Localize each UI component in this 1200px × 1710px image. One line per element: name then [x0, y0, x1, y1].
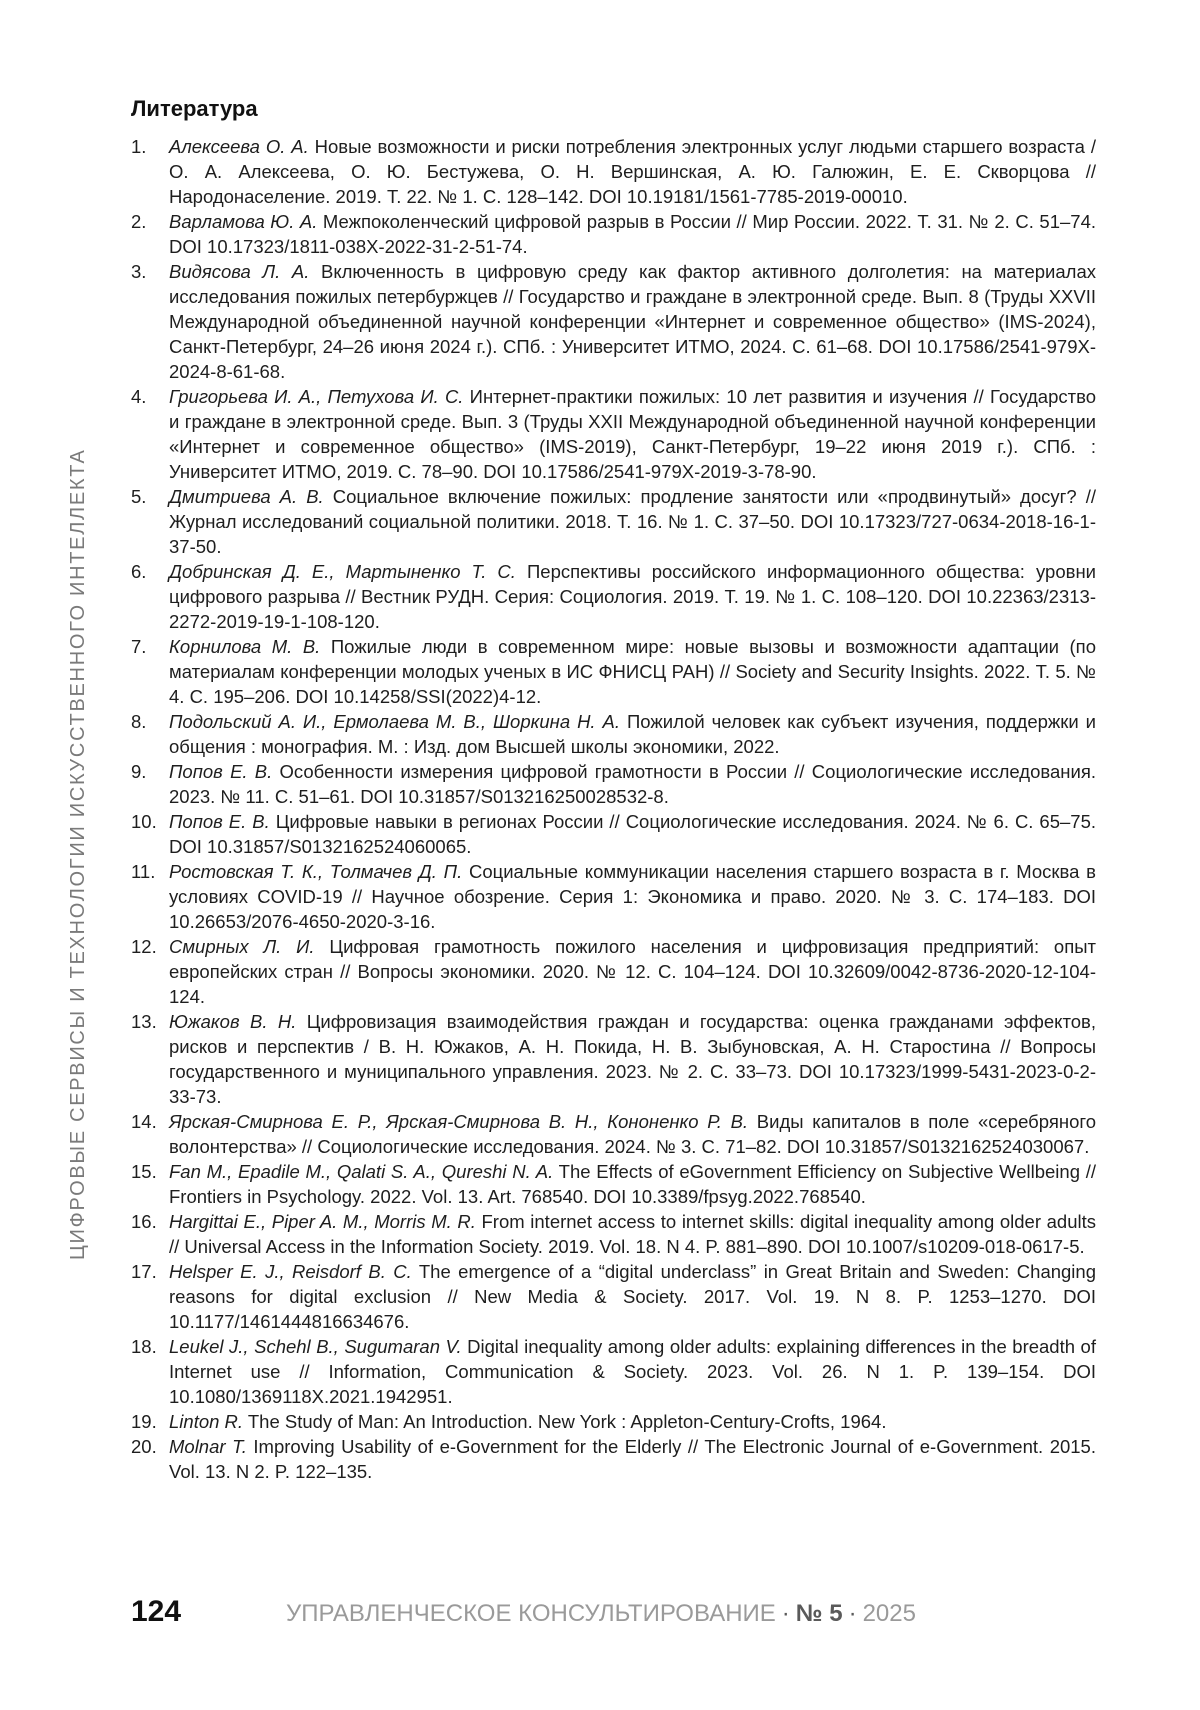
reference-authors: Ростовская Т. К., Толмачев Д. П. — [169, 861, 462, 882]
reference-item — [131, 1259, 1096, 1334]
reference-authors: Добринская Д. Е., Мартыненко Т. С. — [169, 561, 516, 582]
reference-number: 17. — [131, 1259, 157, 1284]
reference-text: Социальные коммуникации населения старшего возраста в г. Москва в условиях COVID-19 // Научное обозрение. Серия 1: Экономика и право. 2020. № 3. С. 174–183. DOI 10.26653/2076-4650-2020-3-16. — [169, 861, 1096, 932]
reference-number: 13. — [131, 1009, 157, 1034]
reference-number: 18. — [131, 1334, 157, 1359]
reference-text: The Study of Man: An Introduction. New York : Appleton-Century-Crofts, 1964. — [243, 1411, 886, 1432]
reference-number: 7. — [131, 634, 146, 659]
reference-list — [131, 134, 1096, 1484]
reference-text: The Effects of eGovernment Efficiency on Subjective Wellbeing // Frontiers in Psychology. 2022. Vol. 13. Art. 768540. DOI 10.3389/fpsyg.2022.768540. — [169, 1161, 1096, 1207]
reference-authors: Fan M., Epadile M., Qalati S. A., Qureshi N. A. — [169, 1161, 553, 1182]
page-footer — [131, 1595, 1096, 1635]
reference-text: Социальное включение пожилых: продление занятости или «продвинутый» досуг? // Журнал исследований социальной политики. 2018. Т. 16. № 1. С. 37–50. DOI 10.17323/727-0634-2018-16-1-37-50. — [169, 486, 1096, 557]
reference-authors: Ярская-Смирнова Е. Р., Ярская-Смирнова В. Н., Кононенко Р. В. — [169, 1111, 748, 1132]
reference-item — [131, 809, 1096, 859]
reference-authors: Корнилова М. В. — [169, 636, 320, 657]
reference-authors: Смирных Л. И. — [169, 936, 315, 957]
reference-text: Виды капиталов в поле «серебряного волонтерства» // Социологические исследования. 2024. № 3. С. 71–82. DOI 10.31857/S0132162524030067. — [169, 1111, 1096, 1157]
reference-authors: Попов Е. В. — [169, 761, 272, 782]
journal-title: УПРАВЛЕНЧЕСКОЕ КОНСУЛЬТИРОВАНИЕ — [286, 1600, 776, 1627]
journal-title-line — [286, 1600, 916, 1628]
reference-item — [131, 134, 1096, 209]
reference-text: Digital inequality among older adults: explaining differences in the breadth of Internet use // Information, Communication & Society. 2023. Vol. 26. N 1. P. 139–154. DOI 10.1080/1369118X.2021.1942951. — [169, 1336, 1096, 1407]
reference-item — [131, 1159, 1096, 1209]
reference-authors: Варламова Ю. А. — [169, 211, 317, 232]
reference-item — [131, 209, 1096, 259]
reference-text: Пожилой человек как субъект изучения, поддержки и общения : монография. М. : Изд. дом Высшей школы экономики, 2022. — [169, 711, 1096, 757]
reference-item — [131, 259, 1096, 384]
reference-text: Интернет-практики пожилых: 10 лет развития и изучения // Государство и граждане в электронной среде. Вып. 3 (Труды XXII Международной объединенной научной конференции «Интернет и современное общество» (IMS-2019), Санкт-Петербург, 19–22 июня 2019 г.). СПб. : Университет ИТМО, 2019. С. 78–90. DOI 10.17586/2541-979X-2019-3-78-90. — [169, 386, 1096, 482]
reference-item — [131, 559, 1096, 634]
reference-item — [131, 384, 1096, 484]
reference-number: 2. — [131, 209, 146, 234]
reference-text: Цифровизация взаимодействия граждан и государства: оценка гражданами эффектов, рисков и перспектив / В. Н. Южаков, А. Н. Покида, Н. В. Зыбуновская, А. Н. Старостина // Вопросы государственного и муниципального управления. 2023. № 2. С. 33–73. DOI 10.17323/1999-5431-2023-0-2-33-73. — [169, 1011, 1096, 1107]
running-sidebar-title: ЦИФРОВЫЕ СЕРВИСЫ И ТЕХНОЛОГИИ ИСКУССТВЕННОГО ИНТЕЛЛЕКТА — [64, 100, 92, 1260]
reference-item — [131, 1109, 1096, 1159]
reference-text: Включенность в цифровую среду как фактор активного долголетия: на материалах исследования пожилых петербуржцев // Государство и граждане в электронной среде. Вып. 8 (Труды XXVII Международной объединенной научной конференции «Интернет и современное общество» (IMS-2024), Санкт-Петербург, 24–26 июня 2024 г.). СПб. : Университет ИТМО, 2024. С. 61–68. DOI 10.17586/2541-979X-2024-8-61-68. — [169, 261, 1096, 382]
reference-item — [131, 934, 1096, 1009]
separator-dot-icon: · — [776, 1600, 796, 1627]
issue-number: № 5 — [796, 1600, 843, 1627]
reference-authors: Helsper E. J., Reisdorf B. C. — [169, 1261, 412, 1282]
reference-text: Новые возможности и риски потребления электронных услуг людьми старшего возраста / О. А. Алексеева, О. Ю. Бестужева, О. Н. Вершинская, А. Ю. Галюжин, Е. Е. Скворцова // Народонаселение. 2019. Т. 22. № 1. С. 128–142. DOI 10.19181/1561-7785-2019-00010. — [169, 136, 1096, 207]
page-number: 124 — [131, 1595, 181, 1629]
reference-text: Цифровая грамотность пожилого населения и цифровизация предприятий: опыт европейских стран // Вопросы экономики. 2020. № 12. С. 104–124. DOI 10.32609/0042-8736-2020-12-104-124. — [169, 936, 1096, 1007]
reference-number: 11. — [131, 859, 155, 884]
reference-authors: Попов Е. В. — [169, 811, 270, 832]
reference-number: 20. — [131, 1434, 157, 1459]
reference-item — [131, 634, 1096, 709]
reference-item — [131, 759, 1096, 809]
references-heading: Литература — [131, 96, 258, 122]
reference-text: From internet access to internet skills: digital inequality among older adults // Universal Access in the Information Society. 2019. Vol. 18. N 4. P. 881–890. DOI 10.1007/s10209-018-0617-5. — [169, 1211, 1096, 1257]
reference-number: 5. — [131, 484, 146, 509]
reference-number: 16. — [131, 1209, 157, 1234]
reference-item — [131, 1009, 1096, 1109]
reference-number: 15. — [131, 1159, 157, 1184]
reference-number: 6. — [131, 559, 146, 584]
reference-number: 10. — [131, 809, 157, 834]
reference-authors: Molnar T. — [169, 1436, 247, 1457]
reference-item — [131, 484, 1096, 559]
reference-authors: Leukel J., Schehl B., Sugumaran V. — [169, 1336, 462, 1357]
reference-text: Перспективы российского информационного общества: уровни цифрового разрыва // Вестник РУДН. Серия: Социология. 2019. Т. 19. № 1. С. 108–120. DOI 10.22363/2313-2272-2019-19-1-108-120. — [169, 561, 1096, 632]
reference-text: The emergence of a “digital underclass” in Great Britain and Sweden: Changing reasons for digital exclusion // New Media & Society. 2017. Vol. 19. N 8. P. 1253–1270. DOI 10.1177/1461444816634676. — [169, 1261, 1096, 1332]
reference-text: Пожилые люди в современном мире: новые вызовы и возможности адаптации (по материалам конференции молодых ученых в ИС ФНИСЦ РАН) // Society and Security Insights. 2022. Т. 5. № 4. С. 195–206. DOI 10.14258/SSI(2022)4-12. — [169, 636, 1096, 707]
reference-item — [131, 1209, 1096, 1259]
reference-number: 9. — [131, 759, 146, 784]
separator-dot-icon: · — [843, 1600, 863, 1627]
reference-text: Межпоколенческий цифровой разрыв в России // Мир России. 2022. Т. 31. № 2. С. 51–74. DOI 10.17323/1811-038X-2022-31-2-51-74. — [169, 211, 1096, 257]
reference-number: 8. — [131, 709, 146, 734]
reference-text: Цифровые навыки в регионах России // Социологические исследования. 2024. № 6. С. 65–75. DOI 10.31857/S0132162524060065. — [169, 811, 1096, 857]
reference-number: 4. — [131, 384, 146, 409]
reference-authors: Алексеева О. А. — [169, 136, 309, 157]
reference-authors: Hargittai E., Piper A. M., Morris M. R. — [169, 1211, 476, 1232]
issue-year: 2025 — [863, 1600, 916, 1627]
reference-authors: Linton R. — [169, 1411, 243, 1432]
reference-authors: Южаков В. Н. — [169, 1011, 296, 1032]
reference-text: Improving Usability of e-Government for the Elderly // The Electronic Journal of e-Government. 2015. Vol. 13. N 2. P. 122–135. — [169, 1436, 1096, 1482]
reference-number: 12. — [131, 934, 157, 959]
reference-item — [131, 1334, 1096, 1409]
reference-authors: Подольский А. И., Ермолаева М. В., Шоркина Н. А. — [169, 711, 620, 732]
reference-authors: Григорьева И. А., Петухова И. С. — [169, 386, 463, 407]
reference-item — [131, 709, 1096, 759]
reference-item — [131, 1434, 1096, 1484]
reference-item — [131, 859, 1096, 934]
reference-authors: Видясова Л. А. — [169, 261, 309, 282]
reference-authors: Дмитриева А. В. — [169, 486, 324, 507]
reference-number: 19. — [131, 1409, 157, 1434]
reference-text: Особенности измерения цифровой грамотности в России // Социологические исследования. 2023. № 11. С. 51–61. DOI 10.31857/S013216250028532-8. — [169, 761, 1096, 807]
reference-number: 3. — [131, 259, 146, 284]
reference-number: 14. — [131, 1109, 157, 1134]
reference-item — [131, 1409, 1096, 1434]
reference-number: 1. — [131, 134, 146, 159]
